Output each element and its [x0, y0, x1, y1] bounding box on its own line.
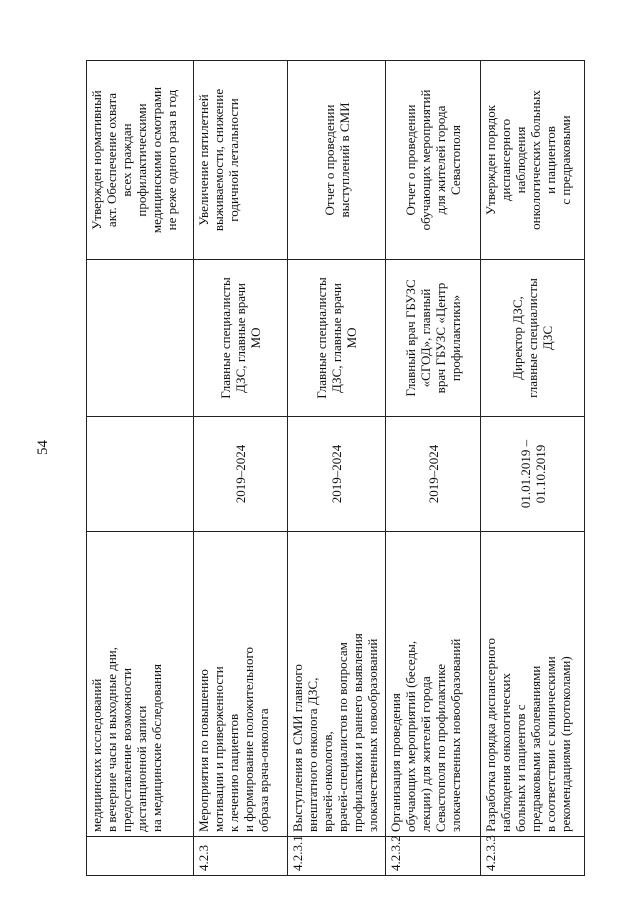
row-number: 4.2.3 [194, 837, 288, 876]
result: Отчет о проведении выступлений в СМИ [288, 61, 386, 260]
plan-table [86, 60, 585, 876]
responsible: Главные специалисты ДЗС, главные врачи МО [288, 260, 386, 417]
result: Утвержден порядок диспансерного наблюдения онкологических больных и пациентов с предраковыми [481, 61, 585, 260]
row-number: 4.2.3.2 [386, 837, 481, 876]
term: 2019–2024 [386, 417, 481, 532]
row-number: 4.2.3.3 [481, 837, 585, 876]
row-number [87, 837, 194, 876]
table-row [194, 61, 288, 876]
row-number: 4.2.3.1 [288, 837, 386, 876]
rotated-table-container [86, 60, 584, 876]
term: 01.01.2019 – 01.10.2019 [481, 417, 585, 532]
result: Утвержден нормативный акт. Обеспечение охвата всех граждан профилактическими медицинскими осмотрами не реже одного раза в год [87, 61, 194, 260]
term [87, 417, 194, 532]
term: 2019–2024 [288, 417, 386, 532]
responsible: Главный врач ГБУЗС «СГОД», главный врач ГБУЗС «Центр профилактики» [386, 260, 481, 417]
term: 2019–2024 [194, 417, 288, 532]
table-row [288, 61, 386, 876]
activity-name: Организация проведения обучающих мероприятий (беседы, лекции) для жителей города Севастополя по профилактике злокачественных новообразований [386, 532, 481, 837]
responsible: Директор ДЗС, главные специалисты ДЗС [481, 260, 585, 417]
responsible: Главные специалисты ДЗС, главные врачи МО [194, 260, 288, 417]
result: Отчет о проведении обучающих мероприятий для жителей города Севастополя [386, 61, 481, 260]
table-row [386, 61, 481, 876]
activity-name: Выступления в СМИ главного внештатного онколога ДЗС, врачей-онкологов, врачей-специалистов по вопросам профилактики и раннего выявления злокачественных новообразований [288, 532, 386, 837]
table-row [87, 61, 194, 876]
activity-name: Разработка порядка диспансерного наблюдения онкологических больных и пациентов с предраковыми заболеваниями в соответствии с клиническими рекомендациями (протоколами) [481, 532, 585, 837]
activity-name: Мероприятия по повышению мотивации и приверженности к лечению пациентов и формирование положительного образа врача-онколога [194, 532, 288, 837]
table-row [481, 61, 585, 876]
activity-name: медицинских исследований в вечерние часы и выходные дни, предоставление возможности дистанционной записи на медицинские обследования [87, 532, 194, 837]
page-number: 54 [35, 440, 51, 455]
responsible [87, 260, 194, 417]
result: Увеличение пятилетней выживаемости, снижение годичной летальности [194, 61, 288, 260]
